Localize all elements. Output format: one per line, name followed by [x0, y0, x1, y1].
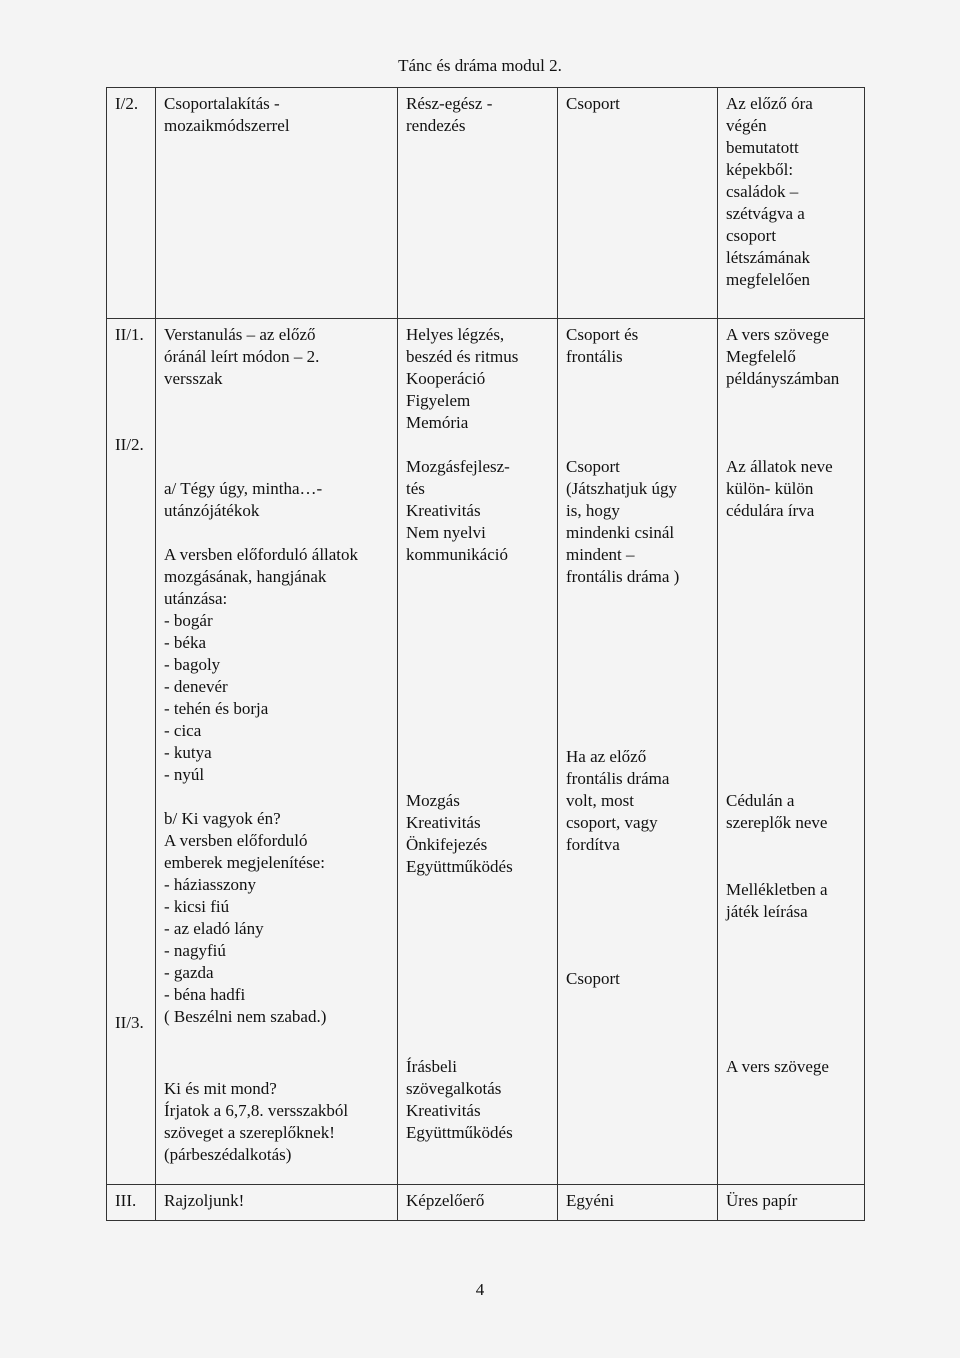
organization-text: Csoport és frontális [566, 325, 639, 366]
cell-tools [718, 88, 865, 319]
organization-text: Csoport (Játszhatjuk úgy is, hogy mindenki csinál mindent – frontális dráma ) [566, 457, 680, 586]
row-id: I/2. [115, 94, 139, 113]
organization-text: Csoport [566, 969, 620, 988]
skills-text: Mozgásfejlesz- tés Kreativitás Nem nyelvi kommunikáció [406, 457, 510, 564]
activity-text: a/ Tégy úgy, mintha…- utánzójátékok A versben előforduló állatok mozgásának, hangjának utánzása: - bogár - béka - bagoly - denevér - tehén és borja - cica - kutya - nyúl b/ Ki vagyok én? A versben előforduló emberek megjelenítése: - háziasszony - kicsi fiú - az eladó lány - nagyfiú - gazda - béna hadfi ( Beszélni nem szabad.) [164, 479, 359, 1026]
cell-activity [156, 1185, 398, 1221]
tools-text: Üres papír [726, 1191, 798, 1210]
skills-text: Képzelőerő [406, 1191, 485, 1210]
row-id: II/3. [115, 1013, 144, 1032]
tools-text: Mellékletben a játék leírása [726, 880, 828, 921]
cell-skills [398, 319, 558, 1185]
organization-text: Ha az előző frontális dráma volt, most csoport, vagy fordítva [566, 747, 670, 854]
organization-text: Egyéni [566, 1191, 615, 1210]
cell-id [107, 88, 156, 319]
cell-tools [718, 319, 865, 1185]
page-number: 4 [475, 1280, 485, 1299]
cell-id [107, 319, 156, 1185]
tools-text: Az előző óra végén bemutatott képekből: családok – szétvágva a csoport létszámának megfelelően [726, 94, 813, 289]
cell-skills [398, 1185, 558, 1221]
tools-text: A vers szövege [726, 1057, 829, 1076]
tools-text: Cédulán a szereplők neve [726, 791, 828, 832]
activity-text: Rajzoljunk! [164, 1191, 245, 1210]
cell-id [107, 1185, 156, 1221]
skills-text: Helyes légzés, beszéd és ritmus Kooperáció Figyelem Memória [406, 325, 519, 432]
skills-text: Mozgás Kreativitás Önkifejezés Együttműködés [406, 791, 513, 876]
tools-text: A vers szövege Megfelelő példányszámban [726, 325, 840, 388]
cell-skills [398, 88, 558, 319]
skills-text: Rész-egész - rendezés [406, 94, 493, 135]
lesson-plan-table [106, 87, 865, 1221]
row-id: II/2. [115, 435, 144, 454]
cell-organization [558, 1185, 718, 1221]
activity-text: Verstanulás – az előző óránál leírt módon – 2. versszak [164, 325, 320, 388]
cell-activity [156, 88, 398, 319]
activity-text: Csoportalakítás - mozaikmódszerrel [164, 94, 290, 135]
table-row [107, 1185, 865, 1221]
page-title: Tánc és dráma modul 2. [398, 56, 562, 75]
cell-tools [718, 1185, 865, 1221]
row-id: III. [115, 1191, 137, 1210]
organization-text: Csoport [566, 94, 620, 113]
tools-text: Az állatok neve külön- külön cédulára írva [726, 457, 833, 520]
table-row [107, 88, 865, 319]
skills-text: Írásbeli szövegalkotás Kreativitás Együttműködés [406, 1057, 513, 1142]
cell-organization [558, 319, 718, 1185]
table-row [107, 319, 865, 1185]
activity-text: Ki és mit mond? Írjatok a 6,7,8. versszakból szöveget a szereplőknek! (párbeszédalkotás) [164, 1079, 349, 1164]
cell-organization [558, 88, 718, 319]
row-id: II/1. [115, 325, 144, 344]
cell-activity [156, 319, 398, 1185]
